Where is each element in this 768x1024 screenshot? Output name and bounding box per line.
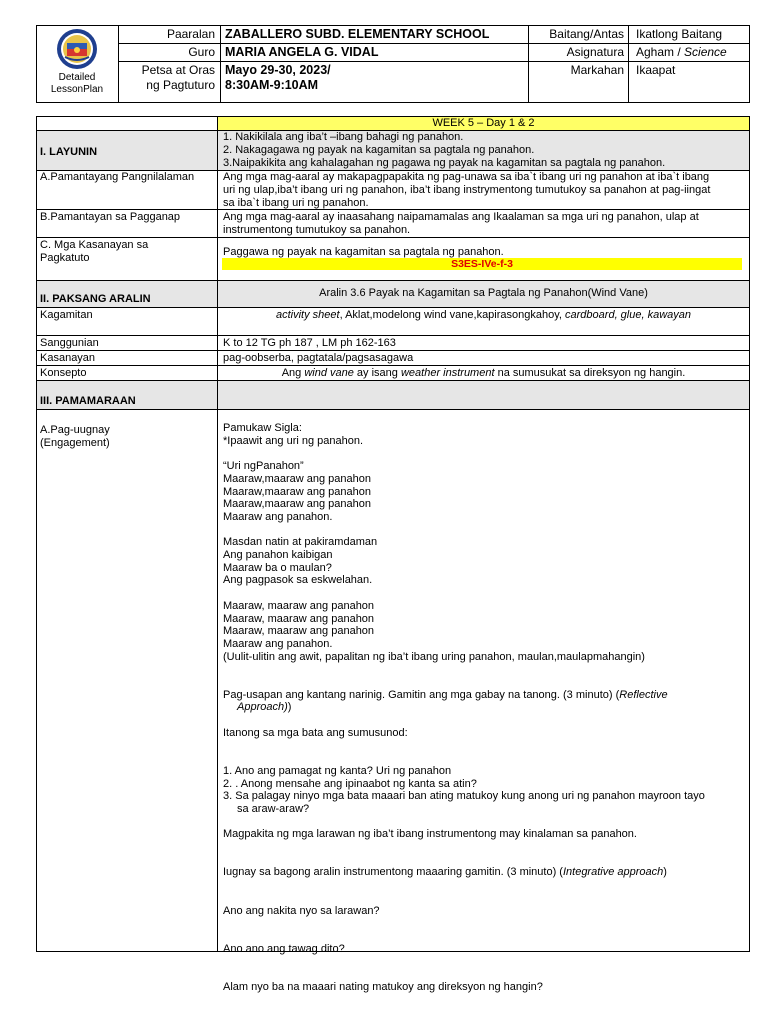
body-line: “Uri ngPanahon” bbox=[223, 460, 304, 473]
body-line bbox=[223, 892, 743, 905]
kasanayan-text: pag-oobserba, pagtatala/pagsasagawa bbox=[223, 352, 414, 364]
kasanayan-pagkatuto-label-1: C. Mga Kasanayan sa bbox=[40, 239, 149, 251]
grade-value: Ikatlong Baitang bbox=[636, 27, 723, 41]
body-line: Pamukaw Sigla: bbox=[223, 422, 302, 434]
school-label: Paaralan bbox=[166, 27, 215, 41]
sanggunian-label: Sanggunian bbox=[40, 337, 99, 349]
konsepto-text: Ang wind vane ay isang weather instrument na sumusukat sa direksyon ng hangin. bbox=[281, 367, 686, 379]
quarter-value: Ikaapat bbox=[636, 63, 676, 77]
layunin-item-3: 3.Naipakikita ang kahalagahan ng pagawa ng payak na kagamitan sa pagtala ng panahon. bbox=[223, 157, 666, 169]
body-line: 3. Sa palagay ninyo mga bata maaari ban ating matukoy kung anong uri ng panahon mayroon tayo bbox=[223, 790, 705, 803]
pagganap-label: B.Pamantayan sa Pagganap bbox=[40, 211, 181, 223]
aralin-title: Aralin 3.6 Payak na Kagamitan sa Pagtala ng Panahon(Wind Vane) bbox=[319, 287, 648, 299]
body-line: Maaraw ba o maulan? bbox=[223, 561, 332, 574]
body-line: Ang panahon kaibigan bbox=[223, 549, 333, 561]
body-line: Maaraw, maaraw ang panahon bbox=[223, 612, 375, 625]
date-value: Mayo 29-30, 2023/ bbox=[225, 63, 331, 77]
body-line bbox=[223, 587, 743, 600]
body-line bbox=[223, 917, 743, 930]
body-line: Pag-usapan ang kantang narinig. Gamitin ang mga gabay na tanong. (3 minuto) (Reflective bbox=[223, 688, 668, 701]
logo-caption-line2: LessonPlan bbox=[50, 84, 104, 95]
body-line: Masdan natin at pakiramdaman bbox=[223, 536, 378, 549]
paguugnay-label-1: A.Pag-uugnay bbox=[40, 424, 110, 436]
body-line bbox=[223, 714, 743, 727]
week-label: WEEK 5 – Day 1 & 2 bbox=[432, 117, 535, 129]
subject-label: Asignatura bbox=[566, 45, 624, 59]
school-seal-icon bbox=[56, 28, 98, 70]
body-line bbox=[223, 854, 743, 867]
kasanayan-pagkatuto-text: Paggawa ng payak na kagamitan sa pagtala ng panahon. bbox=[223, 246, 504, 258]
body-line: Itanong sa mga bata ang sumusunod: bbox=[223, 726, 408, 739]
teacher-label: Guro bbox=[188, 45, 215, 59]
date-label-line1: Petsa at Oras bbox=[141, 63, 215, 77]
quarter-label: Markahan bbox=[570, 63, 624, 77]
date-label-line2: ng Pagtuturo bbox=[146, 78, 215, 92]
body-line: Iugnay sa bagong aralin instrumentong maaaring gamitin. (3 minuto) (Integrative approach) bbox=[223, 866, 667, 879]
body-line: 1. Ano ang pamagat ng kanta? Uri ng panahon bbox=[223, 764, 452, 777]
body-line bbox=[223, 955, 743, 968]
grade-label: Baitang/Antas bbox=[549, 27, 624, 41]
konsepto-label: Konsepto bbox=[40, 367, 87, 379]
body-line: Maaraw,maaraw ang panahon bbox=[223, 472, 371, 485]
kasanayan-pagkatuto-label-2: Pagkatuto bbox=[40, 252, 90, 264]
body-line bbox=[223, 930, 743, 943]
body-line: Maaraw, maaraw ang panahon bbox=[223, 625, 375, 638]
pangnilalaman-line-2: uri ng ulap,iba’t ibang uri ng panahon, iba’t ibang instrymentong tumutukoy sa panahon at pag-iingat bbox=[223, 184, 711, 196]
layunin-item-2: 2. Nakagagawa ng payak na kagamitan sa pagtala ng panahon. bbox=[223, 144, 535, 156]
body-line bbox=[223, 663, 743, 676]
paguugnay-content bbox=[223, 422, 743, 993]
body-line: 2. . Anong mensahe ang ipinaabot ng kanta sa atin? bbox=[223, 777, 477, 790]
body-line: Magpakita ng mga larawan ng iba’t ibang instrumentong may kinalaman sa panahon. bbox=[223, 828, 637, 841]
pangnilalaman-line-3: sa iba`t ibang uri ng panahon. bbox=[223, 197, 369, 209]
paguugnay-label-2: (Engagement) bbox=[40, 437, 110, 449]
body-line: Maaraw, maaraw ang panahon bbox=[223, 599, 375, 612]
body-line bbox=[223, 968, 743, 981]
body-line: Ang pagpasok sa eskwelahan. bbox=[223, 574, 373, 587]
kagamitan-text: activity sheet, Aklat,modelong wind vane,kapirasongkahoy, cardboard, glue, kawayan bbox=[276, 309, 691, 321]
body-line: *Ipaawit ang uri ng panahon. bbox=[223, 434, 364, 447]
competency-code: S3ES-IVe-f-3 bbox=[451, 258, 513, 270]
body-line bbox=[223, 816, 743, 829]
pangnilalaman-line-1: Ang mga mag-aaral ay makapagpapakita ng pag-unawa sa iba`t ibang uri ng panahon at iba`t ibang bbox=[223, 171, 710, 183]
body-line bbox=[223, 841, 743, 854]
body-line: sa araw-araw? bbox=[237, 802, 310, 815]
body-line: Maaraw ang panahon. bbox=[223, 637, 333, 650]
time-value: 8:30AM-9:10AM bbox=[225, 78, 319, 92]
school-value: ZABALLERO SUBD. ELEMENTARY SCHOOL bbox=[225, 27, 490, 41]
body-line: Approach)) bbox=[237, 701, 292, 714]
layunin-label: I. LAYUNIN bbox=[40, 146, 98, 158]
body-line bbox=[223, 879, 743, 892]
body-line: Maaraw ang panahon. bbox=[223, 510, 333, 523]
kasanayan-label: Kasanayan bbox=[40, 352, 96, 364]
pagganap-line-2: instrumentong tumutukoy sa panahon. bbox=[223, 224, 411, 236]
pamamaraan-label: III. PAMAMARAAN bbox=[40, 395, 136, 407]
body-line bbox=[223, 524, 743, 537]
body-line: Maaraw,maaraw ang panahon bbox=[223, 498, 371, 511]
body-line: (Uulit-ulitin ang awit, papalitan ng iba’t ibang uring panahon, maulan,maulapmahangin) bbox=[223, 650, 645, 663]
paksang-aralin-label: II. PAKSANG ARALIN bbox=[40, 293, 151, 305]
body-line: Maaraw,maaraw ang panahon bbox=[223, 485, 371, 498]
body-line bbox=[223, 447, 743, 460]
sanggunian-text: K to 12 TG ph 187 , LM ph 162-163 bbox=[223, 337, 396, 349]
layunin-item-1: 1. Nakikilala ang iba’t –ibang bahagi ng panahon. bbox=[223, 131, 464, 143]
pangnilalaman-label: A.Pamantayang Pangnilalaman bbox=[40, 171, 195, 183]
body-line: Ano ang nakita nyo sa larawan? bbox=[223, 904, 380, 917]
logo-caption-line1: Detailed bbox=[58, 72, 96, 83]
body-line: Ano ano ang tawag dito? bbox=[223, 942, 345, 955]
pagganap-line-1: Ang mga mag-aaral ay inaasahang naipamamalas ang Ikaalaman sa mga uri ng panahon, ulap at bbox=[223, 211, 699, 223]
body-line: Alam nyo ba na maaari nating matukoy ang direksyon ng hangin? bbox=[223, 980, 543, 993]
kagamitan-label: Kagamitan bbox=[40, 309, 93, 321]
body-line bbox=[223, 752, 743, 765]
teacher-value: MARIA ANGELA G. VIDAL bbox=[225, 45, 379, 59]
subject-value: Agham / Science bbox=[636, 45, 727, 59]
body-line bbox=[223, 676, 743, 689]
body-line bbox=[223, 739, 743, 752]
